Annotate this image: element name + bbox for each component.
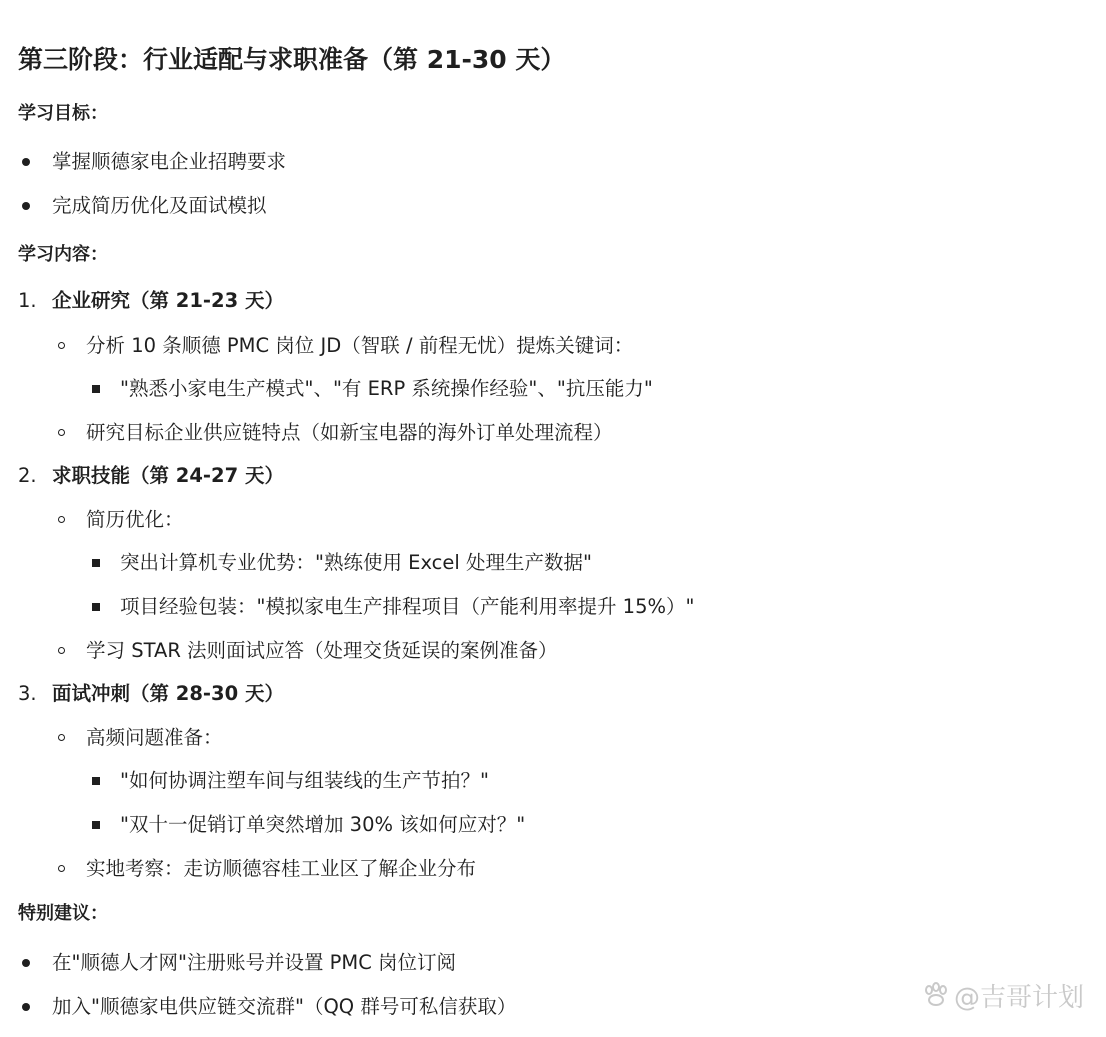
list-item: 研究目标企业供应链特点（如新宝电器的海外订单处理流程） (86, 421, 613, 444)
watermark (922, 980, 1084, 1017)
bullet-circle-icon (58, 429, 65, 436)
page-title: 第三阶段：行业适配与求职准备（第 21-30 天） (18, 45, 566, 74)
list-item: "如何协调注塑车间与组装线的生产节拍？" (120, 769, 489, 792)
bullet-square-icon (92, 559, 100, 567)
bullet-circle-icon (58, 734, 65, 741)
bullet-dot-icon (22, 1003, 30, 1011)
bullet-square-icon (92, 821, 100, 829)
list-item-heading: 面试冲刺（第 28-30 天） (52, 682, 284, 705)
list-item: 高频问题准备： (86, 726, 223, 749)
list-item: 在"顺德人才网"注册账号并设置 PMC 岗位订阅 (52, 951, 457, 974)
list-item: 完成简历优化及面试模拟 (52, 194, 267, 217)
list-item-heading: 求职技能（第 24-27 天） (52, 464, 284, 487)
bullet-dot-icon (22, 202, 30, 210)
bullet-dot-icon (22, 158, 30, 166)
list-item: 加入"顺德家电供应链交流群"（QQ 群号可私信获取） (52, 995, 517, 1018)
bullet-dot-icon (22, 959, 30, 967)
list-item: 简历优化： (86, 508, 184, 531)
list-number: 3. (18, 682, 37, 705)
list-item: "双十一促销订单突然增加 30% 该如何应对？" (120, 813, 526, 836)
bullet-square-icon (92, 603, 100, 611)
section-heading-advice: 特别建议： (18, 903, 108, 924)
list-item: 突出计算机专业优势："熟练使用 Excel 处理生产数据" (120, 551, 592, 574)
bullet-square-icon (92, 385, 100, 393)
list-item-heading: 企业研究（第 21-23 天） (52, 289, 284, 312)
paw-logo-icon (922, 981, 950, 1017)
section-heading-goals: 学习目标： (18, 103, 108, 124)
list-item: 实地考察：走访顺德容桂工业区了解企业分布 (86, 857, 477, 880)
bullet-circle-icon (58, 865, 65, 872)
bullet-circle-icon (58, 516, 65, 523)
list-item: 掌握顺德家电企业招聘要求 (52, 150, 287, 173)
section-heading-content: 学习内容： (18, 244, 108, 265)
watermark-text: @吉哥计划 (953, 983, 1084, 1013)
list-number: 1. (18, 289, 37, 312)
bullet-circle-icon (58, 342, 65, 349)
list-item: 项目经验包装："模拟家电生产排程项目（产能利用率提升 15%）" (120, 595, 695, 618)
list-item: "熟悉小家电生产模式"、"有 ERP 系统操作经验"、"抗压能力" (120, 377, 653, 400)
bullet-square-icon (92, 777, 100, 785)
list-number: 2. (18, 464, 37, 487)
list-item: 分析 10 条顺德 PMC 岗位 JD（智联 / 前程无忧）提炼关键词： (86, 334, 634, 357)
bullet-circle-icon (58, 647, 65, 654)
list-item: 学习 STAR 法则面试应答（处理交货延误的案例准备） (86, 639, 558, 662)
